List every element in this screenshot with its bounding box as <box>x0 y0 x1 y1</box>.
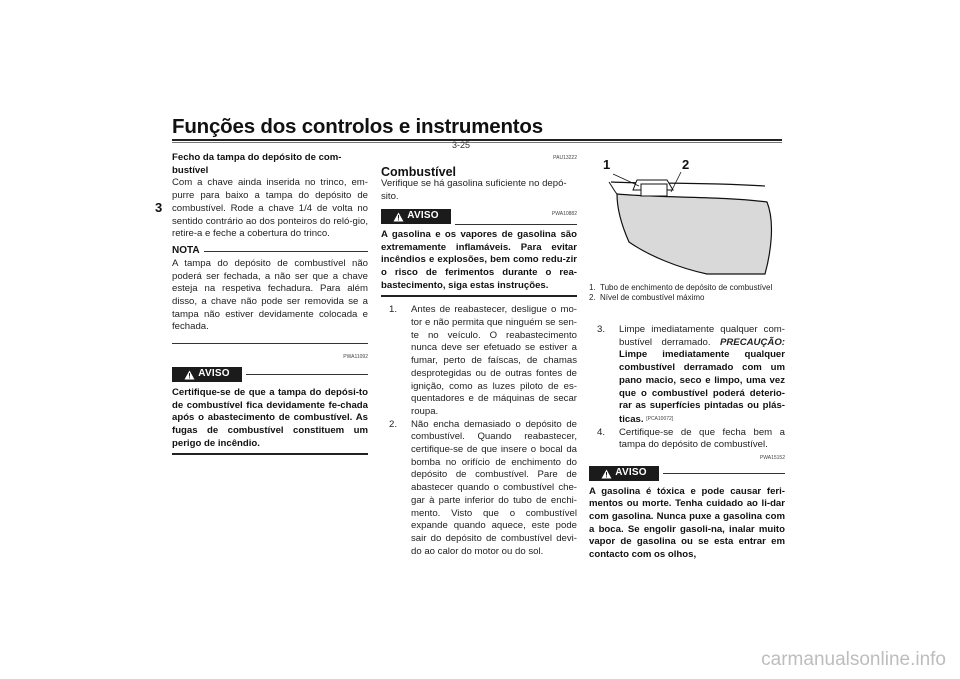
caption-number: 1. <box>589 283 596 292</box>
left-column <box>172 152 368 455</box>
warning-triangle-icon <box>184 370 195 380</box>
fuel-intro: Verifique se há gasolina suficiente no depó-sito. <box>381 178 567 203</box>
caption-text: Tubo de enchimento de depósito de combustível <box>600 283 773 292</box>
list-item <box>381 304 577 418</box>
warning-header <box>381 209 577 225</box>
warning-header <box>172 367 368 383</box>
list-item <box>381 419 577 559</box>
nota-header <box>172 245 368 258</box>
warning-badge <box>589 466 659 481</box>
list-item <box>589 427 785 452</box>
right-column <box>589 324 785 562</box>
caution-label: PRECAUÇÃO: <box>719 336 785 348</box>
caution-text: Limpe imediatamente qualquer combustível derramado com um pano macio, seco e limpo, uma vez que o combustível poderá deterio-rar as superfícies pintadas ou plás-ticas. <box>619 349 785 425</box>
step-text: Certifique-se de que fecha bem a tampa do depósito de combustível. <box>619 426 785 451</box>
section-code: PAU13222 <box>553 155 577 161</box>
header-rule <box>172 139 782 141</box>
page-title: Funções dos controlos e instrumentos <box>172 115 543 138</box>
watermark: carmanualsonline.info <box>761 649 946 670</box>
warning-code: PWA15152 <box>759 454 785 461</box>
warning-text: A gasolina e os vapores de gasolina são extremamente inflamáveis. Para evitar incêndios e explosões, bem como redu-zir o risco de ferimentos durante o rea-bastecimento, siga estas instruções. <box>381 228 577 291</box>
step-text: Antes de reabastecer, desligue o mo-tor e não permita que ninguém se sen-te no veículo. O reabastecimento nunca deve ser efetuado se estiver a fumar, perto de faíscas, de chamas desprotegidas ou de outras fontes de ignição, como as luzes piloto de es-quentadores e de máquinas de secar roupa. <box>411 304 577 417</box>
caution-code: [PCA10072] <box>646 415 674 422</box>
warning-code: PWA11092 <box>343 354 368 361</box>
caption-text: Nível de combustível máximo <box>600 293 705 302</box>
warning-line-group <box>455 208 577 225</box>
warning-label: AVISO <box>407 210 439 222</box>
warning-header <box>589 466 785 482</box>
warning-badge <box>381 209 451 224</box>
warning-text: A gasolina é tóxica e pode causar feri-mentos ou morte. Tenha cuidado ao li-dar com gasolina. Nunca puxe a gasolina com a boca. Se engolir gasoli-na, inalar muito vapor de gasolina ou se esta entrar em contacto com os olhos, <box>589 485 785 561</box>
section-title: Combustível <box>381 164 457 179</box>
step-number: 2. <box>389 418 398 430</box>
step-text: Não encha demasiado o depósito de combustível. Quando reabastecer, certifique-se de que insere o bocal da bomba no orifício de enchimento do depósito de combustível. Pare de abastecer quando o combustível che-gar à parte inferior do tubo de enchi-mento. Visto que o combustível expande quando aquece, este pode sair do depósito de combustível devi-do ao calor do motor ou do sol. <box>411 418 577 557</box>
refuel-steps <box>381 304 577 558</box>
list-item <box>589 324 785 427</box>
nota-end-rule <box>172 343 368 344</box>
warning-line <box>246 374 368 375</box>
warning-code: PWA10882 <box>551 211 577 218</box>
caption-number: 2. <box>589 293 596 302</box>
warning-end-rule <box>381 295 577 297</box>
step3-text: Limpe imediatamente qualquer com-bustível derramado. <box>619 324 785 348</box>
fuel-tank-figure <box>589 152 785 277</box>
nota-label: NOTA <box>172 245 200 257</box>
lock-paragraph: Com a chave ainda inserida no trinco, em-purre para baixo a tampa do depósito de combustível. Rode a chave 1/4 de volta no sentido contrário ao dos ponteiros do reló-gio, retire-a e feche a cobertura do trinco. <box>172 177 368 240</box>
nota-text: A tampa do depósito de combustível não poderá ser fechada, a não ser que a chave esteja na respetiva fechadura. Para além disso, a chave não pode ser removida se a tampa não estiver devidamente colocada e fechada. <box>172 257 368 333</box>
nota-line <box>204 251 368 252</box>
step-number: 3. <box>597 324 606 335</box>
header-rule-thin <box>172 142 782 143</box>
figure-callout: 2 <box>682 157 690 172</box>
fuel-tank-illustration <box>589 152 785 277</box>
warning-line <box>663 473 785 474</box>
page-number: 3-25 <box>452 140 471 150</box>
warning-label: AVISO <box>615 467 647 479</box>
warning-badge <box>172 367 242 382</box>
warning-label: AVISO <box>198 368 230 380</box>
chapter-tab: 3 <box>155 200 163 215</box>
step-text <box>613 324 785 427</box>
figure-captions <box>589 283 785 303</box>
step-number: 4. <box>597 426 606 438</box>
caption-item <box>589 293 785 303</box>
step-number: 1. <box>389 304 398 316</box>
warning-line <box>455 224 577 225</box>
figure-callout: 1 <box>603 157 611 172</box>
warning-end-rule <box>172 453 368 455</box>
warning-triangle-icon <box>601 469 612 479</box>
lock-heading: Fecho da tampa do depósito de com-bustível <box>172 152 342 176</box>
caption-item <box>589 283 785 293</box>
warning-text: Certifique-se de que a tampa do depósi-to de combustível fica devidamente fe-chada após o abastecimento de combustível. As fugas de combustível constituem um perigo de incêndio. <box>172 386 368 449</box>
middle-column <box>381 152 577 558</box>
warning-triangle-icon <box>393 212 404 222</box>
